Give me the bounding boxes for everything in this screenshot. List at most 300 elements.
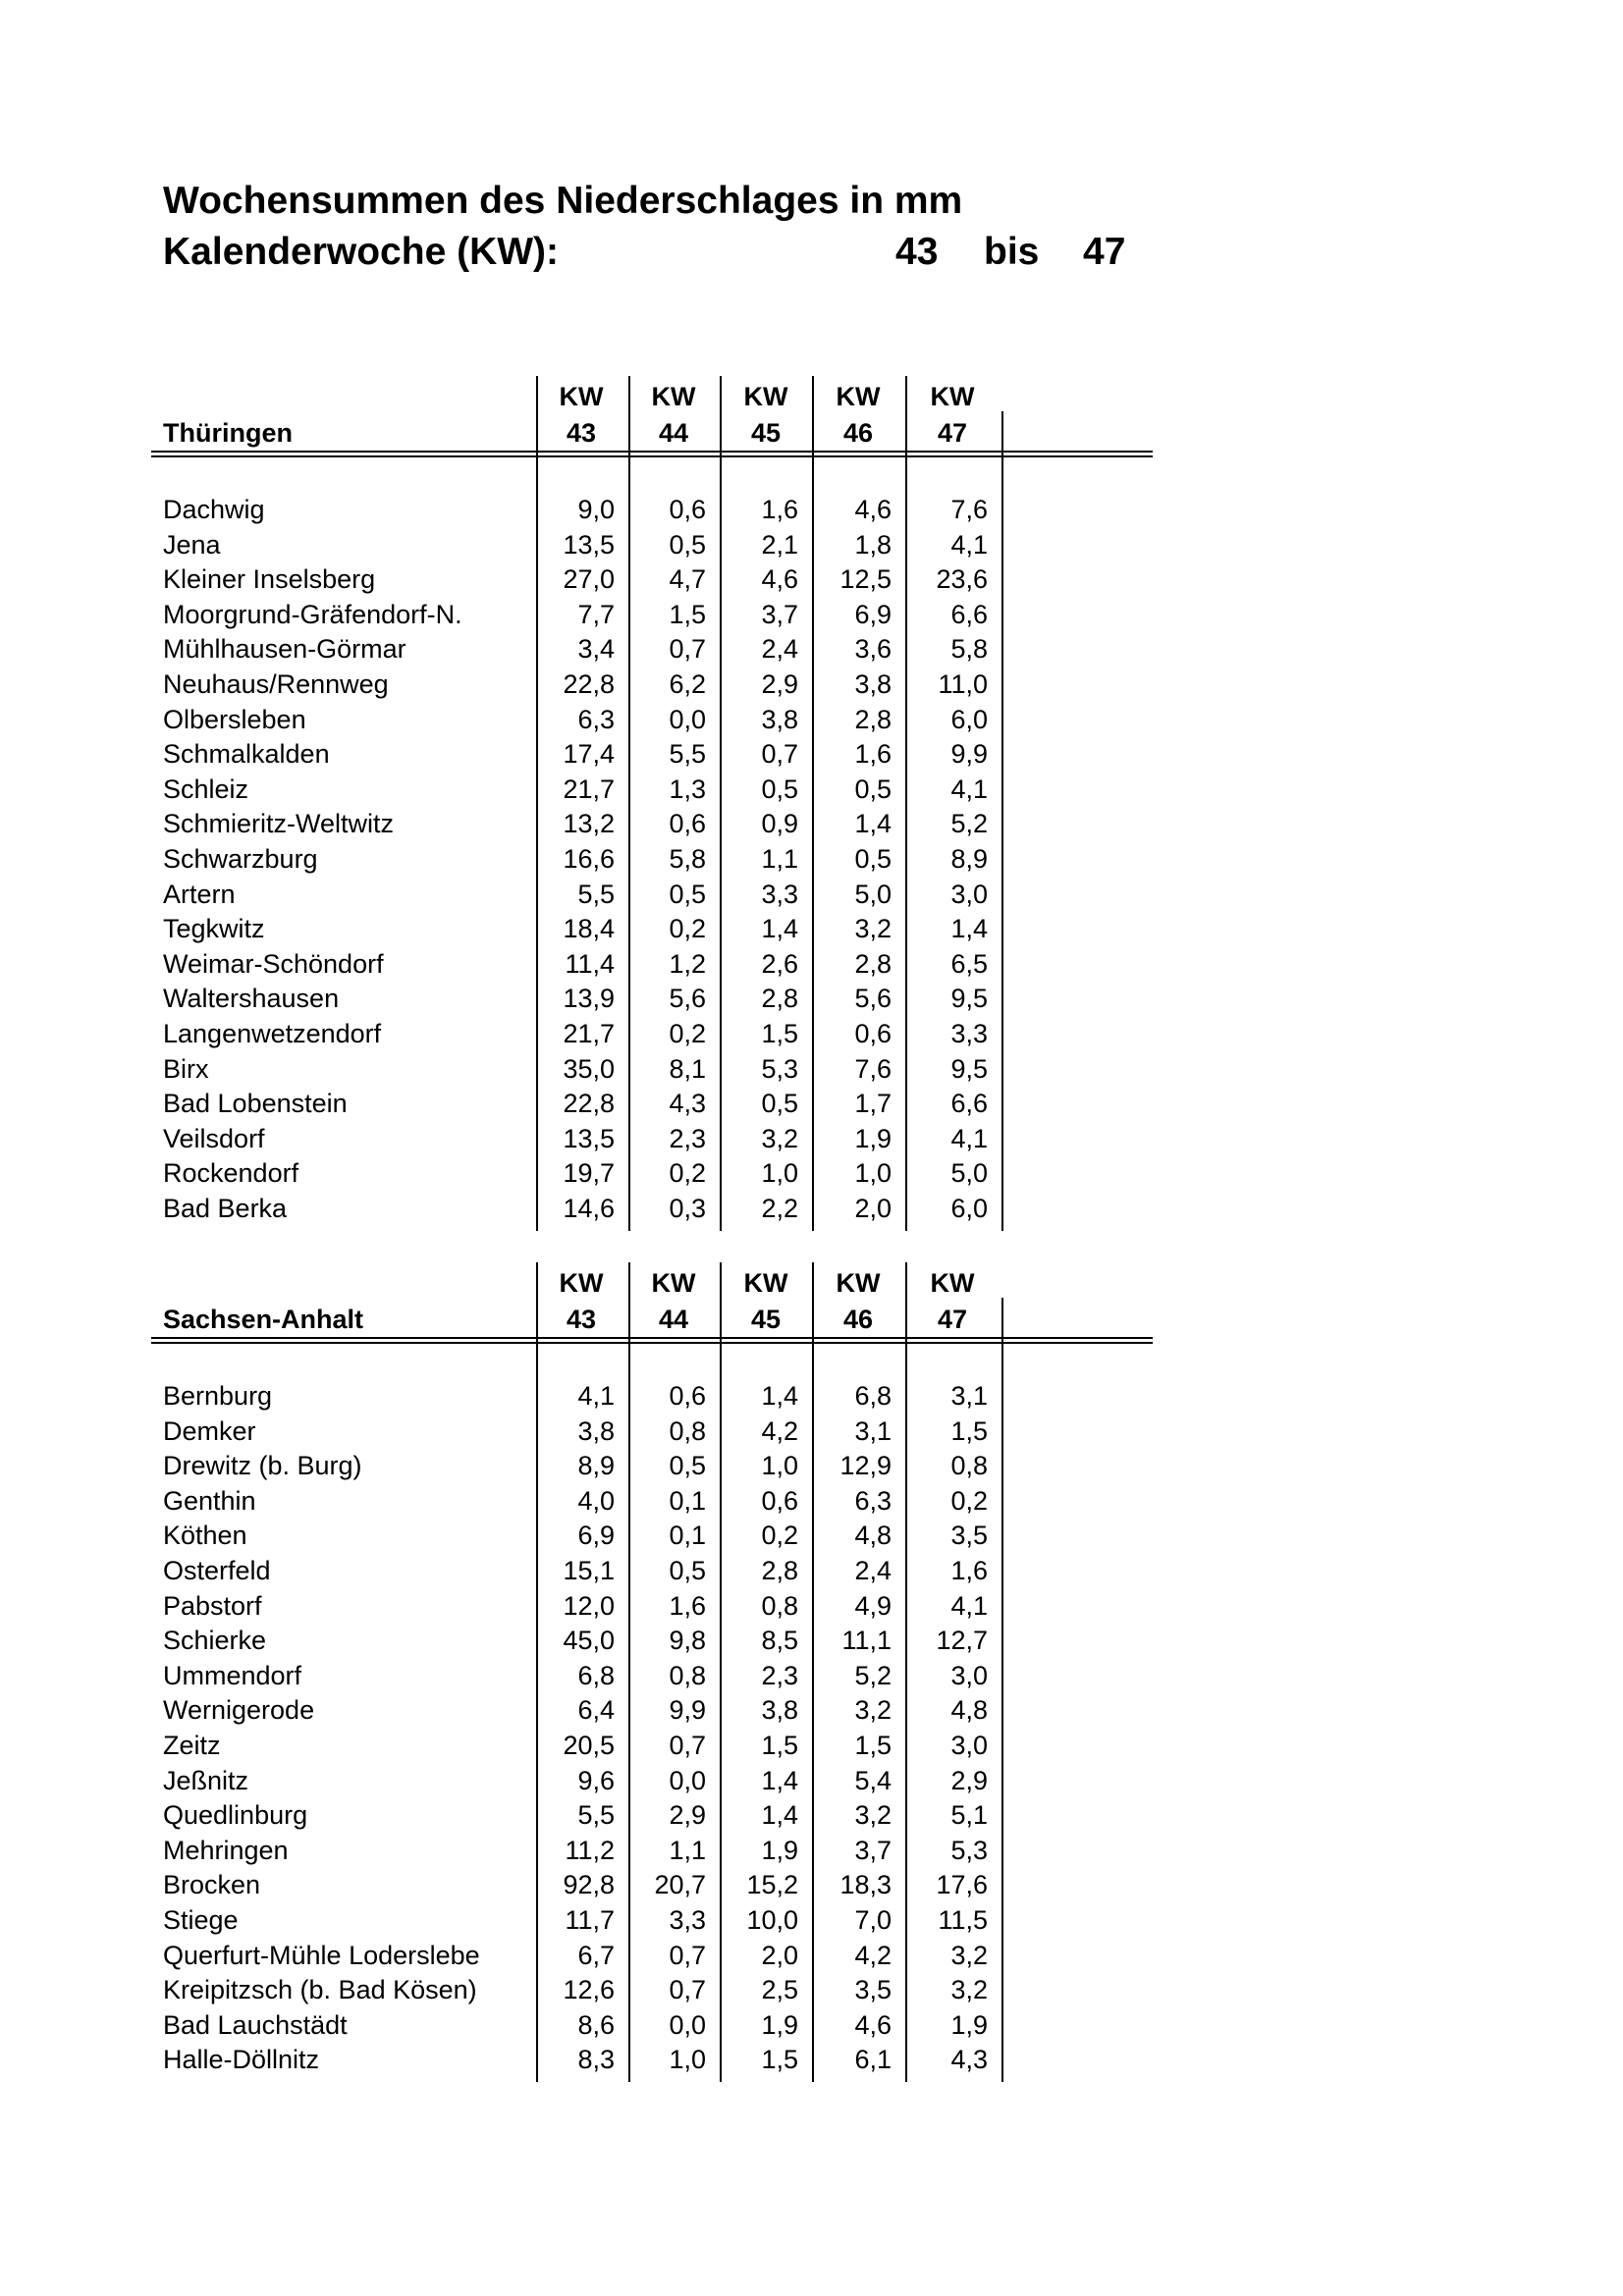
station-name: Halle-Döllnitz — [163, 2045, 320, 2075]
precip-value: 2,8 — [854, 948, 892, 979]
precip-value: 8,9 — [577, 1451, 615, 1481]
precip-value: 6,2 — [669, 669, 706, 699]
station-name: Wernigerode — [163, 1695, 315, 1726]
precip-value: 1,6 — [669, 1590, 706, 1621]
precip-value: 4,2 — [854, 1940, 892, 1970]
table-row — [151, 1087, 1153, 1122]
precip-value: 1,2 — [669, 948, 706, 979]
table-row — [151, 1939, 1153, 1974]
table-row — [151, 632, 1153, 667]
precip-value: 2,9 — [950, 1765, 988, 1795]
station-name: Kleiner Inselsberg — [163, 564, 376, 595]
precip-value: 12,6 — [563, 1975, 615, 2005]
precip-value: 2,5 — [761, 1975, 798, 2005]
station-name: Tegkwitz — [163, 914, 265, 944]
column-header-kw: KW — [559, 382, 604, 411]
precip-value: 5,6 — [669, 984, 706, 1014]
station-name: Artern — [163, 879, 236, 909]
precip-value: 1,5 — [761, 1019, 798, 1048]
column-header-week: 43 — [566, 1305, 597, 1334]
title-line-1: Wochensummen des Niederschlages in mm — [163, 180, 963, 222]
table-row — [151, 2043, 1153, 2078]
station-name: Bad Berka — [163, 1194, 288, 1223]
precip-value: 4,6 — [761, 564, 798, 595]
station-name: Jeßnitz — [163, 1765, 249, 1795]
precip-value: 0,5 — [761, 774, 798, 804]
table-section — [151, 1262, 1153, 2082]
precip-value: 8,6 — [577, 2009, 615, 2040]
precip-value: 5,1 — [950, 1800, 988, 1831]
station-name: Brocken — [163, 1870, 261, 1900]
precip-value: 2,8 — [854, 704, 892, 734]
precip-value: 8,5 — [761, 1626, 798, 1656]
precip-value: 5,0 — [854, 879, 892, 909]
column-header-week: 46 — [842, 418, 874, 448]
table-row — [151, 1519, 1153, 1554]
precip-value: 1,5 — [761, 1731, 798, 1760]
table-row — [151, 1484, 1153, 1520]
precip-value: 9,9 — [669, 1695, 706, 1726]
precip-value: 6,6 — [950, 599, 988, 629]
table-row — [151, 947, 1153, 983]
precip-value: 6,8 — [577, 1660, 615, 1690]
station-name: Osterfeld — [163, 1556, 271, 1585]
precip-value: 0,2 — [761, 1521, 798, 1551]
precip-value: 14,6 — [563, 1194, 615, 1223]
table-row — [151, 773, 1153, 808]
station-name: Stiege — [163, 1905, 239, 1935]
precip-value: 0,2 — [950, 1485, 988, 1516]
precip-value: 4,0 — [577, 1485, 615, 1516]
precip-value: 3,7 — [761, 599, 798, 629]
station-name: Waltershausen — [163, 984, 340, 1014]
precip-value: 15,2 — [746, 1870, 798, 1900]
precip-value: 0,6 — [669, 495, 706, 524]
precip-value: 1,9 — [761, 2009, 798, 2040]
table-row — [151, 1052, 1153, 1088]
precip-value: 12,0 — [563, 1590, 615, 1621]
precip-value: 11,4 — [565, 948, 615, 979]
precip-value: 5,4 — [854, 1765, 892, 1795]
precip-value: 5,3 — [950, 1835, 988, 1865]
table-row — [151, 703, 1153, 738]
precip-value: 1,0 — [761, 1451, 798, 1481]
header-rule — [151, 455, 1153, 457]
precip-value: 21,7 — [563, 774, 615, 804]
precip-value: 11,0 — [938, 669, 988, 699]
precip-value: 6,3 — [854, 1485, 892, 1516]
precip-value: 5,0 — [950, 1158, 988, 1189]
station-name: Schmalkalden — [163, 739, 330, 770]
precip-value: 8,1 — [669, 1053, 706, 1084]
table-row — [151, 1834, 1153, 1869]
table-row — [151, 807, 1153, 842]
precip-value: 8,9 — [950, 844, 988, 874]
precip-value: 4,7 — [669, 564, 706, 595]
precip-value: 3,5 — [854, 1975, 892, 2005]
precip-value: 17,6 — [936, 1870, 988, 1900]
title-from-week: 43 — [895, 231, 939, 273]
precip-value: 6,1 — [854, 2045, 892, 2075]
precip-value: 0,2 — [669, 1158, 706, 1189]
precip-value: 0,3 — [669, 1194, 706, 1223]
table-row — [151, 737, 1153, 773]
station-name: Jena — [163, 529, 221, 560]
column-header-kw: KW — [651, 1268, 696, 1298]
precip-value: 1,1 — [669, 1835, 706, 1865]
table-row — [151, 1415, 1153, 1450]
table-row — [151, 1589, 1153, 1625]
precip-value: 1,5 — [761, 2045, 798, 2075]
precip-value: 4,3 — [950, 2045, 988, 2075]
precip-value: 0,5 — [669, 1556, 706, 1585]
precip-value: 0,8 — [761, 1590, 798, 1621]
precip-value: 3,6 — [854, 634, 892, 665]
precip-value: 15,1 — [563, 1556, 615, 1585]
precip-value: 0,1 — [669, 1521, 706, 1551]
precip-value: 8,3 — [577, 2045, 615, 2075]
precip-value: 1,6 — [761, 495, 798, 524]
table-row — [151, 1764, 1153, 1799]
precip-value: 9,9 — [950, 739, 988, 770]
precip-value: 3,3 — [761, 879, 798, 909]
precip-value: 21,7 — [563, 1019, 615, 1048]
table-row — [151, 1798, 1153, 1834]
precip-value: 23,6 — [936, 564, 988, 595]
precip-value: 16,6 — [563, 844, 615, 874]
precip-value: 1,4 — [761, 1765, 798, 1795]
precip-value: 5,6 — [854, 984, 892, 1014]
table-row — [151, 1017, 1153, 1052]
table-row — [151, 842, 1153, 878]
station-name: Zeitz — [163, 1731, 221, 1760]
precip-value: 6,3 — [577, 704, 615, 734]
precip-value: 2,2 — [761, 1194, 798, 1223]
precip-value: 45,0 — [563, 1626, 615, 1656]
precip-value: 5,2 — [854, 1660, 892, 1690]
precip-value: 3,7 — [854, 1835, 892, 1865]
table-row — [151, 1973, 1153, 2008]
table-row — [151, 1624, 1153, 1659]
table-row — [151, 562, 1153, 598]
precip-value: 3,0 — [950, 1660, 988, 1690]
table-row — [151, 493, 1153, 528]
precip-value: 2,0 — [854, 1194, 892, 1223]
precip-value: 13,5 — [563, 1123, 615, 1153]
station-name: Olbersleben — [163, 704, 306, 734]
table-row — [151, 1192, 1153, 1227]
station-name: Moorgrund-Gräfendorf-N. — [163, 599, 462, 629]
precip-value: 3,4 — [577, 634, 615, 665]
precip-value: 0,1 — [669, 1485, 706, 1516]
table-row — [151, 528, 1153, 563]
table-row — [151, 1449, 1153, 1484]
precip-value: 1,0 — [761, 1158, 798, 1189]
precip-value: 1,8 — [854, 529, 892, 560]
column-header-kw: KW — [559, 1268, 604, 1298]
region-label: Sachsen-Anhalt — [163, 1305, 364, 1334]
precip-value: 1,5 — [854, 1731, 892, 1760]
precip-value: 6,4 — [577, 1695, 615, 1726]
header-rule — [151, 1337, 1153, 1339]
column-header-kw: KW — [651, 382, 696, 411]
column-header-kw: KW — [836, 382, 881, 411]
station-name: Rockendorf — [163, 1158, 299, 1189]
precip-value: 1,4 — [761, 914, 798, 944]
table-row — [151, 1379, 1153, 1415]
precip-value: 0,5 — [761, 1089, 798, 1119]
precip-value: 1,3 — [669, 774, 706, 804]
precip-value: 0,7 — [761, 739, 798, 770]
precip-value: 0,6 — [854, 1019, 892, 1048]
precip-value: 17,4 — [563, 739, 615, 770]
precip-value: 4,1 — [577, 1381, 615, 1411]
column-header-week: 45 — [750, 1305, 782, 1334]
precip-value: 4,6 — [854, 495, 892, 524]
precip-value: 1,5 — [950, 1415, 988, 1446]
precip-value: 4,2 — [761, 1415, 798, 1446]
precip-value: 5,5 — [577, 879, 615, 909]
precip-value: 22,8 — [563, 1089, 615, 1119]
station-name: Bernburg — [163, 1381, 273, 1411]
precip-value: 11,2 — [565, 1835, 615, 1865]
precip-value: 3,2 — [761, 1123, 798, 1153]
station-name: Ummendorf — [163, 1660, 302, 1690]
precip-value: 0,8 — [950, 1451, 988, 1481]
column-header-kw: KW — [930, 1268, 975, 1298]
precip-value: 3,0 — [950, 879, 988, 909]
precip-value: 19,7 — [563, 1158, 615, 1189]
precip-value: 1,9 — [950, 2009, 988, 2040]
precip-value: 11,1 — [841, 1626, 892, 1656]
table-row — [151, 667, 1153, 703]
station-name: Veilsdorf — [163, 1123, 265, 1153]
precip-value: 3,2 — [950, 1975, 988, 2005]
table-section — [151, 376, 1153, 1231]
station-name: Querfurt-Mühle Loderslebe — [163, 1940, 480, 1970]
table-row — [151, 2008, 1153, 2044]
station-name: Kreipitzsch (b. Bad Kösen) — [163, 1975, 477, 2005]
precip-value: 3,3 — [669, 1905, 706, 1935]
precip-value: 0,0 — [669, 1765, 706, 1795]
precip-value: 3,2 — [854, 1695, 892, 1726]
precip-value: 0,8 — [669, 1415, 706, 1446]
precip-value: 3,3 — [950, 1019, 988, 1048]
column-header-week: 47 — [937, 1305, 968, 1334]
table-row — [151, 1156, 1153, 1192]
precip-value: 13,2 — [563, 809, 615, 839]
station-name: Schmieritz-Weltwitz — [163, 809, 395, 839]
precip-value: 4,1 — [950, 529, 988, 560]
precip-value: 7,6 — [950, 495, 988, 524]
precip-value: 3,8 — [577, 1415, 615, 1446]
precip-value: 12,9 — [839, 1451, 892, 1481]
title-to-week: 47 — [1083, 231, 1126, 273]
precip-value: 0,5 — [854, 774, 892, 804]
precip-value: 0,2 — [669, 914, 706, 944]
station-name: Genthin — [163, 1485, 256, 1516]
precip-value: 5,5 — [577, 1800, 615, 1831]
column-header-week: 44 — [658, 418, 689, 448]
column-header-kw: KW — [836, 1268, 881, 1298]
precip-value: 6,8 — [854, 1381, 892, 1411]
precip-value: 0,7 — [669, 1975, 706, 2005]
precip-value: 3,2 — [950, 1940, 988, 1970]
precip-value: 1,4 — [761, 1800, 798, 1831]
table-row — [151, 1903, 1153, 1939]
precip-value: 9,8 — [669, 1626, 706, 1656]
precip-value: 1,0 — [669, 2045, 706, 2075]
precip-value: 1,6 — [950, 1556, 988, 1585]
title-bis: bis — [984, 231, 1040, 273]
column-header-week: 43 — [566, 418, 597, 448]
precip-value: 2,1 — [761, 529, 798, 560]
precip-value: 0,6 — [761, 1485, 798, 1516]
precip-value: 11,7 — [565, 1905, 615, 1935]
precip-value: 3,2 — [854, 1800, 892, 1831]
precip-value: 18,4 — [563, 914, 615, 944]
precip-value: 1,9 — [854, 1123, 892, 1153]
header-rule — [151, 1342, 1153, 1344]
precip-value: 3,8 — [761, 704, 798, 734]
precip-value: 7,7 — [577, 599, 615, 629]
table-row — [151, 598, 1153, 633]
table-row — [151, 912, 1153, 947]
precip-value: 10,0 — [746, 1905, 798, 1935]
precip-value: 4,8 — [854, 1521, 892, 1551]
station-name: Köthen — [163, 1521, 247, 1551]
precip-value: 0,7 — [669, 1940, 706, 1970]
column-header-kw: KW — [930, 382, 975, 411]
precip-value: 2,6 — [761, 948, 798, 979]
precip-value: 2,9 — [669, 1800, 706, 1831]
precip-value: 6,5 — [950, 948, 988, 979]
column-header-week: 47 — [937, 418, 968, 448]
precip-value: 1,6 — [854, 739, 892, 770]
precip-value: 2,8 — [761, 984, 798, 1014]
precip-value: 1,4 — [854, 809, 892, 839]
precip-value: 35,0 — [563, 1053, 615, 1084]
column-header-week: 46 — [842, 1305, 874, 1334]
precip-value: 5,3 — [761, 1053, 798, 1084]
precip-value: 4,6 — [854, 2009, 892, 2040]
table-row — [151, 982, 1153, 1017]
title-line-2: Kalenderwoche (KW): — [163, 231, 560, 273]
precip-value: 6,0 — [950, 704, 988, 734]
precip-value: 0,5 — [669, 879, 706, 909]
precip-value: 12,5 — [839, 564, 892, 595]
precip-value: 0,8 — [669, 1660, 706, 1690]
column-header-week: 44 — [658, 1305, 689, 1334]
precip-value: 6,6 — [950, 1089, 988, 1119]
precip-value: 6,0 — [950, 1194, 988, 1223]
precip-value: 5,2 — [950, 809, 988, 839]
precip-value: 1,0 — [854, 1158, 892, 1189]
precip-value: 4,1 — [950, 1590, 988, 1621]
precip-value: 5,8 — [950, 634, 988, 665]
precip-value: 12,7 — [936, 1626, 988, 1656]
precip-value: 3,8 — [761, 1695, 798, 1726]
precip-value: 20,5 — [563, 1731, 615, 1760]
precip-value: 3,1 — [854, 1415, 892, 1446]
precip-value: 3,8 — [854, 669, 892, 699]
station-name: Schierke — [163, 1626, 267, 1656]
station-name: Bad Lobenstein — [163, 1089, 348, 1119]
precip-value: 0,5 — [669, 529, 706, 560]
precip-value: 2,4 — [854, 1556, 892, 1585]
precip-value: 4,8 — [950, 1695, 988, 1726]
precip-value: 13,5 — [563, 529, 615, 560]
table-row — [151, 1659, 1153, 1694]
region-label: Thüringen — [163, 418, 293, 448]
precip-value: 0,2 — [669, 1019, 706, 1048]
precip-value: 4,3 — [669, 1089, 706, 1119]
precip-value: 4,9 — [854, 1590, 892, 1621]
precip-value: 5,5 — [669, 739, 706, 770]
precip-value: 3,0 — [950, 1731, 988, 1760]
column-header-kw: KW — [743, 1268, 788, 1298]
table-row — [151, 1554, 1153, 1589]
precip-value: 2,3 — [761, 1660, 798, 1690]
precip-value: 9,0 — [577, 495, 615, 524]
precip-value: 2,3 — [669, 1123, 706, 1153]
station-name: Quedlinburg — [163, 1800, 308, 1831]
station-name: Weimar-Schöndorf — [163, 948, 384, 979]
precip-value: 3,2 — [854, 914, 892, 944]
precip-value: 92,8 — [563, 1870, 615, 1900]
precip-value: 27,0 — [563, 564, 615, 595]
station-name: Neuhaus/Rennweg — [163, 669, 389, 699]
precip-value: 9,5 — [950, 1053, 988, 1084]
precip-value: 2,9 — [761, 669, 798, 699]
precip-value: 1,7 — [854, 1089, 892, 1119]
precip-value: 1,4 — [950, 914, 988, 944]
precip-value: 0,5 — [854, 844, 892, 874]
table-row — [151, 1122, 1153, 1157]
precip-value: 0,0 — [669, 704, 706, 734]
station-name: Demker — [163, 1415, 256, 1446]
precip-value: 3,1 — [950, 1381, 988, 1411]
station-name: Mühlhausen-Görmar — [163, 634, 406, 665]
precip-value: 3,5 — [950, 1521, 988, 1551]
column-header-week: 45 — [750, 418, 782, 448]
precip-value: 20,7 — [654, 1870, 706, 1900]
precip-value: 2,0 — [761, 1940, 798, 1970]
table-row — [151, 1868, 1153, 1903]
precip-value: 13,9 — [563, 984, 615, 1014]
precip-value: 0,0 — [669, 2009, 706, 2040]
table-row — [151, 1693, 1153, 1729]
precip-value: 5,8 — [669, 844, 706, 874]
precip-value: 0,7 — [669, 1731, 706, 1760]
precip-value: 1,1 — [761, 844, 798, 874]
header-rule — [151, 451, 1153, 453]
station-name: Schleiz — [163, 774, 249, 804]
precip-value: 6,9 — [577, 1521, 615, 1551]
precip-value: 1,4 — [761, 1381, 798, 1411]
precip-value: 4,1 — [950, 774, 988, 804]
precip-value: 0,5 — [669, 1451, 706, 1481]
precip-value: 11,5 — [938, 1905, 988, 1935]
table-row — [151, 878, 1153, 913]
precip-value: 2,8 — [761, 1556, 798, 1585]
precip-value: 2,4 — [761, 634, 798, 665]
precip-value: 6,9 — [854, 599, 892, 629]
precip-value: 7,0 — [854, 1905, 892, 1935]
precip-value: 1,5 — [669, 599, 706, 629]
station-name: Mehringen — [163, 1835, 289, 1865]
precip-value: 9,6 — [577, 1765, 615, 1795]
